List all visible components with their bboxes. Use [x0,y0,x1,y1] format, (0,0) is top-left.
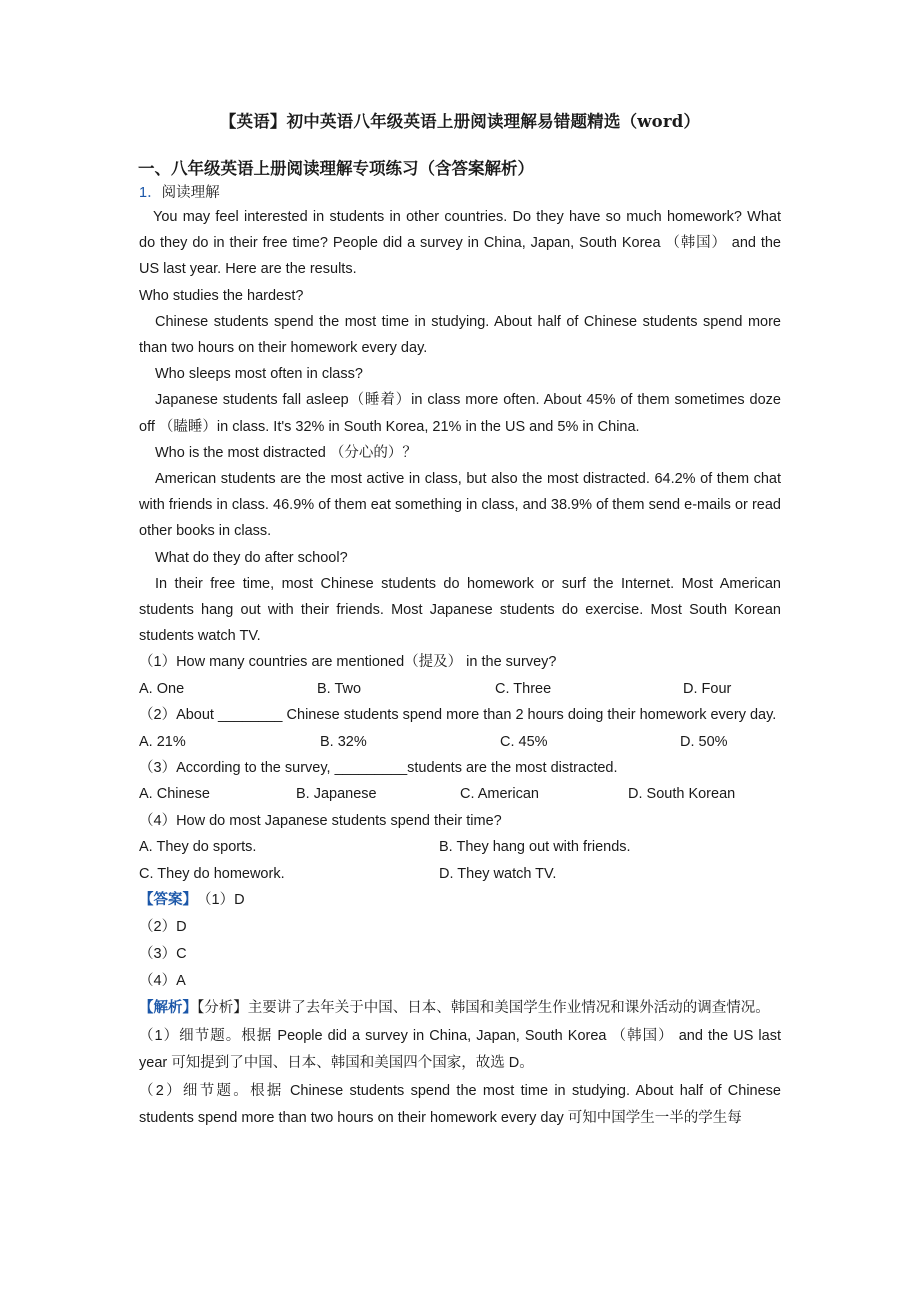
passage-paragraph: Who studies the hardest? [139,287,304,304]
option: D. 50% [680,733,728,750]
question-stem: （2）About ________ Chinese students spend more than 2 hours doing their homework every day. [139,707,777,724]
option: B. Two [317,680,362,697]
question-stem: （4）How do most Japanese students spend their time? [139,812,502,829]
passage-paragraph: What do they do after school? [155,549,348,566]
option: D. Four [683,680,732,697]
option: B. 32% [320,733,367,750]
option: C. They do homework. [139,865,285,882]
option-row [139,676,781,702]
analysis-item: （1）细节题。根据 People did a survey in China, Japan, South Korea （韩国） and the US last year 可知提到了中国、日本、韩国和美国四个国家，故选 D。 [139,1027,781,1072]
passage-paragraph: American students are the most active in class, but also the most distracted. 64.2% of them chat with friends in class. 46.9% of them eat something in class, and 38.9% of them send e-mails or read other books in class. [139,471,781,540]
option: C. American [460,786,539,803]
option-row [139,861,781,887]
passage-paragraph: Who is the most distracted （分心的）？ [155,444,417,461]
passage-paragraph: Japanese students fall asleep（睡着）in class more often. About 45% of them sometimes doze off （瞌睡）in class. It's 32% in South Korea, 21% in the US and 5% in China. [139,392,781,435]
passage-paragraph: Who sleeps most often in class? [155,366,363,383]
answer-label: 【答案】 [139,892,197,909]
answer-item: （1）D [197,892,245,909]
option: B. They hang out with friends. [439,839,631,856]
option-row [139,729,781,755]
answer-item: （4）A [139,973,186,990]
question-header [139,182,781,204]
option: A. One [139,680,185,697]
option: A. 21% [139,733,186,750]
answer-item: （3）C [139,946,187,963]
question-stem: （3）According to the survey, _________students are the most distracted. [139,760,618,777]
option: B. Japanese [296,786,377,803]
question-type: 阅读理解 [161,185,220,201]
option: C. 45% [500,733,548,750]
analysis-summary-text: 【分析】主要讲了去年关于中国、日本、韩国和美国学生作业情况和课外活动的调查情况。 [197,1000,770,1017]
answer-item: （2）D [139,919,187,936]
question-stem: （1）How many countries are mentioned（提及） in the survey? [139,654,557,671]
analysis-label: 【解析】 [139,1000,197,1017]
analysis-summary [139,995,781,1023]
passage-paragraph: Chinese students spend the most time in studying. About half of Chinese students spend more than two hours on their homework every day. [139,313,781,357]
answer-line [139,887,781,914]
option-row [139,781,781,807]
option: D. South Korean [628,786,736,803]
passage-paragraph: You may feel interested in students in other countries. Do they have so much homework? What do they do in their free time? People did a survey in China, Japan, South Korea （韩国） and the US last year. Here are the results. [139,209,781,278]
document-content [139,108,781,1133]
option-row [139,834,781,860]
analysis-item: （2）细节题。根据 Chinese students spend the most time in studying. About half of Chinese students spend more than two hours on their homework every day 可知中国学生一半的学生每 [139,1082,781,1127]
option: C. Three [495,680,552,697]
section-title: 一、八年级英语上册阅读理解专项练习（含答案解析） [138,159,534,178]
document-title: 【英语】初中英语八年级英语上册阅读理解易错题精选（word） [219,112,701,131]
option: A. Chinese [139,786,210,803]
option: A. They do sports. [139,839,257,856]
passage-paragraph: In their free time, most Chinese students do homework or surf the Internet. Most American students hang out with their friends. Most Japanese students do exercise. Most South Korean students watch TV. [139,575,781,645]
option: D. They watch TV. [439,865,557,882]
question-number: 1． [139,185,162,201]
